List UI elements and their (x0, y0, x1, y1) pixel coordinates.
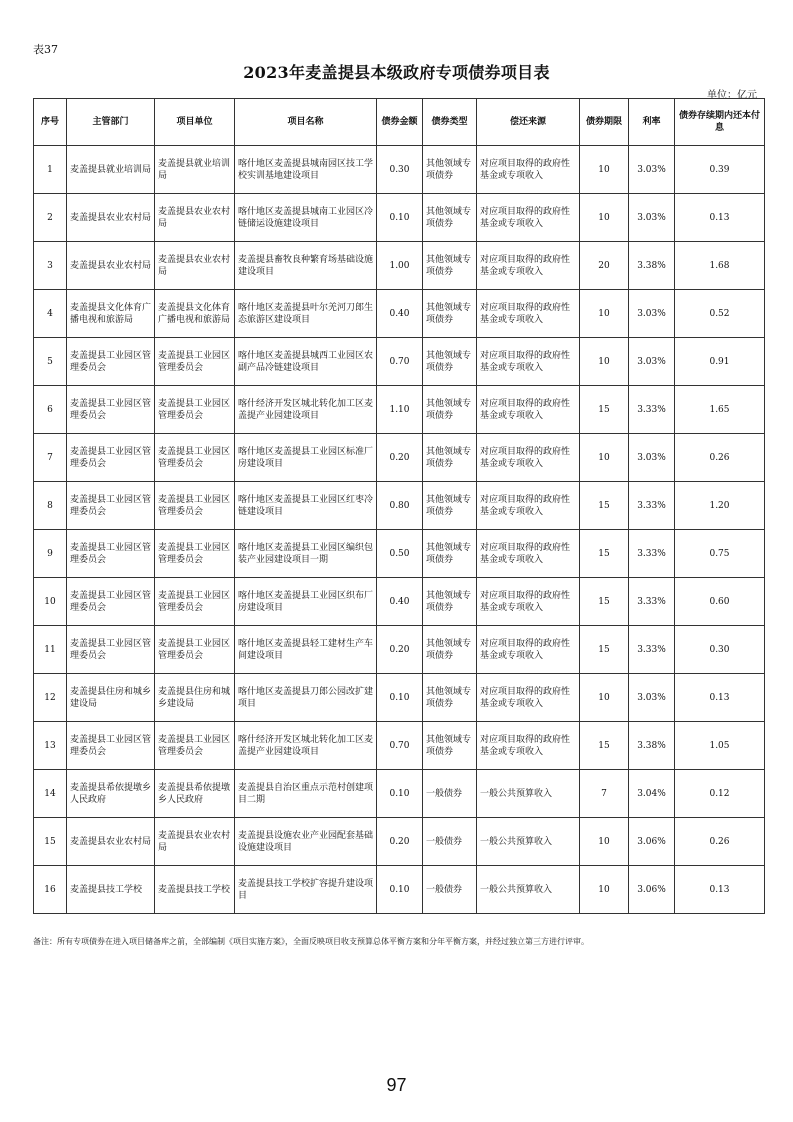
cell-principal-interest: 0.39 (675, 146, 765, 194)
cell-term: 10 (580, 146, 629, 194)
cell-unit: 麦盖提县工业园区管理委员会 (155, 338, 235, 386)
cell-index: 15 (34, 818, 67, 866)
cell-rate: 3.03% (629, 434, 675, 482)
cell-rate: 3.33% (629, 530, 675, 578)
col-header-term: 债券期限 (580, 99, 629, 146)
cell-bond-type: 其他领域专项债券 (423, 338, 477, 386)
cell-project-name: 喀什地区麦盖提县刀郎公园改扩建项目 (235, 674, 377, 722)
cell-repayment-source: 对应项目取得的政府性基金或专项收入 (477, 482, 580, 530)
table-row (34, 626, 765, 674)
table-row (34, 530, 765, 578)
table-row (34, 386, 765, 434)
col-header-department: 主管部门 (67, 99, 155, 146)
cell-repayment-source: 对应项目取得的政府性基金或专项收入 (477, 194, 580, 242)
cell-index: 8 (34, 482, 67, 530)
cell-amount: 0.30 (377, 146, 423, 194)
cell-rate: 3.03% (629, 674, 675, 722)
cell-bond-type: 其他领域专项债券 (423, 626, 477, 674)
cell-department: 麦盖提县希依提墩乡人民政府 (67, 770, 155, 818)
cell-repayment-source: 对应项目取得的政府性基金或专项收入 (477, 290, 580, 338)
cell-unit: 麦盖提县工业园区管理委员会 (155, 530, 235, 578)
cell-unit: 麦盖提县希依提墩乡人民政府 (155, 770, 235, 818)
cell-repayment-source: 一般公共预算收入 (477, 770, 580, 818)
cell-term: 15 (580, 530, 629, 578)
cell-term: 10 (580, 818, 629, 866)
cell-repayment-source: 对应项目取得的政府性基金或专项收入 (477, 722, 580, 770)
cell-principal-interest: 1.68 (675, 242, 765, 290)
table-row (34, 482, 765, 530)
cell-repayment-source: 对应项目取得的政府性基金或专项收入 (477, 578, 580, 626)
table-row (34, 290, 765, 338)
table-row (34, 578, 765, 626)
cell-project-name: 麦盖提县自治区重点示范村创建项目二期 (235, 770, 377, 818)
cell-department: 麦盖提县工业园区管理委员会 (67, 722, 155, 770)
cell-department: 麦盖提县工业园区管理委员会 (67, 530, 155, 578)
cell-unit: 麦盖提县农业农村局 (155, 818, 235, 866)
cell-term: 15 (580, 626, 629, 674)
table-row (34, 866, 765, 914)
cell-unit: 麦盖提县工业园区管理委员会 (155, 386, 235, 434)
table-row (34, 146, 765, 194)
cell-project-name: 喀什地区麦盖提县轻工建材生产车间建设项目 (235, 626, 377, 674)
cell-project-name: 喀什地区麦盖提县城西工业园区农副产品冷链建设项目 (235, 338, 377, 386)
cell-unit: 麦盖提县文化体育广播电视和旅游局 (155, 290, 235, 338)
cell-amount: 0.20 (377, 626, 423, 674)
cell-rate: 3.33% (629, 626, 675, 674)
cell-index: 12 (34, 674, 67, 722)
cell-amount: 0.10 (377, 770, 423, 818)
cell-rate: 3.38% (629, 722, 675, 770)
page-title: 2023年麦盖提县本级政府专项债券项目表 (243, 63, 550, 82)
cell-project-name: 喀什经济开发区城北转化加工区麦盖提产业园建设项目 (235, 722, 377, 770)
cell-unit: 麦盖提县农业农村局 (155, 194, 235, 242)
bond-project-table (33, 98, 765, 914)
cell-rate: 3.06% (629, 866, 675, 914)
cell-department: 麦盖提县技工学校 (67, 866, 155, 914)
col-header-index: 序号 (34, 99, 67, 146)
cell-amount: 0.10 (377, 194, 423, 242)
cell-department: 麦盖提县农业农村局 (67, 242, 155, 290)
cell-principal-interest: 0.60 (675, 578, 765, 626)
col-header-principal-interest: 债券存续期内还本付息 (675, 99, 765, 146)
cell-bond-type: 一般债券 (423, 818, 477, 866)
cell-term: 10 (580, 674, 629, 722)
cell-project-name: 喀什地区麦盖提县城南园区技工学校实训基地建设项目 (235, 146, 377, 194)
cell-department: 麦盖提县农业农村局 (67, 818, 155, 866)
col-header-unit: 项目单位 (155, 99, 235, 146)
cell-bond-type: 其他领域专项债券 (423, 578, 477, 626)
cell-principal-interest: 0.75 (675, 530, 765, 578)
cell-amount: 0.50 (377, 530, 423, 578)
cell-rate: 3.33% (629, 386, 675, 434)
cell-index: 11 (34, 626, 67, 674)
footnote: 备注：所有专项债券在进入项目储备库之前，全部编制《项目实施方案》，全面反映项目收支预算总体平衡方案和分年平衡方案，并经过独立第三方进行评审。 (33, 937, 589, 946)
cell-amount: 0.70 (377, 722, 423, 770)
cell-amount: 1.10 (377, 386, 423, 434)
cell-bond-type: 其他领域专项债券 (423, 194, 477, 242)
cell-rate: 3.03% (629, 194, 675, 242)
cell-unit: 麦盖提县工业园区管理委员会 (155, 626, 235, 674)
cell-principal-interest: 0.26 (675, 818, 765, 866)
cell-term: 10 (580, 338, 629, 386)
table-row (34, 434, 765, 482)
table-row (34, 818, 765, 866)
cell-bond-type: 其他领域专项债券 (423, 290, 477, 338)
cell-bond-type: 其他领域专项债券 (423, 674, 477, 722)
table-row (34, 674, 765, 722)
cell-principal-interest: 0.52 (675, 290, 765, 338)
col-header-bond-type: 债券类型 (423, 99, 477, 146)
cell-term: 20 (580, 242, 629, 290)
cell-term: 15 (580, 578, 629, 626)
cell-index: 9 (34, 530, 67, 578)
cell-rate: 3.33% (629, 482, 675, 530)
cell-unit: 麦盖提县工业园区管理委员会 (155, 482, 235, 530)
cell-department: 麦盖提县文化体育广播电视和旅游局 (67, 290, 155, 338)
cell-repayment-source: 对应项目取得的政府性基金或专项收入 (477, 530, 580, 578)
cell-department: 麦盖提县农业农村局 (67, 194, 155, 242)
table-row (34, 770, 765, 818)
cell-repayment-source: 对应项目取得的政府性基金或专项收入 (477, 242, 580, 290)
cell-department: 麦盖提县工业园区管理委员会 (67, 482, 155, 530)
cell-amount: 1.00 (377, 242, 423, 290)
unit-label: 单位：亿元 (707, 90, 757, 101)
cell-rate: 3.03% (629, 290, 675, 338)
cell-amount: 0.20 (377, 818, 423, 866)
cell-bond-type: 其他领域专项债券 (423, 434, 477, 482)
cell-index: 6 (34, 386, 67, 434)
cell-department: 麦盖提县工业园区管理委员会 (67, 386, 155, 434)
cell-amount: 0.10 (377, 866, 423, 914)
cell-repayment-source: 对应项目取得的政府性基金或专项收入 (477, 674, 580, 722)
table-header-row (34, 99, 765, 146)
cell-project-name: 喀什地区麦盖提县工业园区织布厂房建设项目 (235, 578, 377, 626)
cell-index: 7 (34, 434, 67, 482)
cell-principal-interest: 1.20 (675, 482, 765, 530)
cell-term: 10 (580, 290, 629, 338)
cell-repayment-source: 对应项目取得的政府性基金或专项收入 (477, 338, 580, 386)
table-number: 表37 (33, 43, 58, 56)
cell-bond-type: 一般债券 (423, 770, 477, 818)
cell-term: 10 (580, 194, 629, 242)
cell-term: 10 (580, 866, 629, 914)
cell-repayment-source: 一般公共预算收入 (477, 866, 580, 914)
cell-principal-interest: 0.13 (675, 194, 765, 242)
cell-principal-interest: 0.91 (675, 338, 765, 386)
col-header-rate: 利率 (629, 99, 675, 146)
table-row (34, 722, 765, 770)
cell-department: 麦盖提县住房和城乡建设局 (67, 674, 155, 722)
cell-unit: 麦盖提县工业园区管理委员会 (155, 722, 235, 770)
cell-term: 7 (580, 770, 629, 818)
cell-principal-interest: 1.65 (675, 386, 765, 434)
cell-rate: 3.33% (629, 578, 675, 626)
cell-repayment-source: 对应项目取得的政府性基金或专项收入 (477, 626, 580, 674)
cell-index: 1 (34, 146, 67, 194)
cell-rate: 3.03% (629, 338, 675, 386)
cell-index: 2 (34, 194, 67, 242)
cell-unit: 麦盖提县农业农村局 (155, 242, 235, 290)
cell-project-name: 麦盖提县设施农业产业园配套基础设施建设项目 (235, 818, 377, 866)
cell-unit: 麦盖提县工业园区管理委员会 (155, 578, 235, 626)
cell-amount: 0.10 (377, 674, 423, 722)
cell-term: 15 (580, 482, 629, 530)
cell-department: 麦盖提县就业培训局 (67, 146, 155, 194)
cell-project-name: 喀什经济开发区城北转化加工区麦盖提产业园建设项目 (235, 386, 377, 434)
cell-index: 14 (34, 770, 67, 818)
page-number: 97 (386, 1075, 407, 1095)
cell-department: 麦盖提县工业园区管理委员会 (67, 434, 155, 482)
cell-amount: 0.20 (377, 434, 423, 482)
cell-principal-interest: 0.30 (675, 626, 765, 674)
cell-bond-type: 其他领域专项债券 (423, 530, 477, 578)
table-row (34, 194, 765, 242)
cell-rate: 3.06% (629, 818, 675, 866)
cell-unit: 麦盖提县工业园区管理委员会 (155, 434, 235, 482)
cell-index: 4 (34, 290, 67, 338)
cell-unit: 麦盖提县就业培训局 (155, 146, 235, 194)
cell-repayment-source: 一般公共预算收入 (477, 818, 580, 866)
cell-index: 5 (34, 338, 67, 386)
cell-project-name: 麦盖提县技工学校扩容提升建设项目 (235, 866, 377, 914)
cell-amount: 0.80 (377, 482, 423, 530)
cell-principal-interest: 1.05 (675, 722, 765, 770)
cell-principal-interest: 0.26 (675, 434, 765, 482)
cell-term: 15 (580, 386, 629, 434)
cell-project-name: 喀什地区麦盖提县叶尔羌河刀郎生态旅游区建设项目 (235, 290, 377, 338)
col-header-repayment-source: 偿还来源 (477, 99, 580, 146)
cell-project-name: 喀什地区麦盖提县工业园区红枣冷链建设项目 (235, 482, 377, 530)
cell-repayment-source: 对应项目取得的政府性基金或专项收入 (477, 386, 580, 434)
cell-repayment-source: 对应项目取得的政府性基金或专项收入 (477, 146, 580, 194)
col-header-amount: 债券金额 (377, 99, 423, 146)
cell-index: 3 (34, 242, 67, 290)
cell-project-name: 喀什地区麦盖提县工业园区编织包装产业园建设项目一期 (235, 530, 377, 578)
cell-term: 15 (580, 722, 629, 770)
cell-principal-interest: 0.12 (675, 770, 765, 818)
cell-repayment-source: 对应项目取得的政府性基金或专项收入 (477, 434, 580, 482)
table-row (34, 338, 765, 386)
cell-bond-type: 其他领域专项债券 (423, 386, 477, 434)
cell-principal-interest: 0.13 (675, 866, 765, 914)
cell-rate: 3.04% (629, 770, 675, 818)
cell-term: 10 (580, 434, 629, 482)
cell-unit: 麦盖提县住房和城乡建设局 (155, 674, 235, 722)
cell-project-name: 麦盖提县畜牧良种繁育场基础设施建设项目 (235, 242, 377, 290)
table-body (34, 146, 765, 914)
cell-principal-interest: 0.13 (675, 674, 765, 722)
cell-bond-type: 其他领域专项债券 (423, 722, 477, 770)
table-row (34, 242, 765, 290)
cell-project-name: 喀什地区麦盖提县工业园区标准厂房建设项目 (235, 434, 377, 482)
cell-index: 13 (34, 722, 67, 770)
cell-index: 10 (34, 578, 67, 626)
cell-amount: 0.70 (377, 338, 423, 386)
cell-amount: 0.40 (377, 578, 423, 626)
cell-rate: 3.38% (629, 242, 675, 290)
cell-bond-type: 一般债券 (423, 866, 477, 914)
cell-department: 麦盖提县工业园区管理委员会 (67, 338, 155, 386)
cell-project-name: 喀什地区麦盖提县城南工业园区冷链储运设施建设项目 (235, 194, 377, 242)
cell-bond-type: 其他领域专项债券 (423, 242, 477, 290)
col-header-project-name: 项目名称 (235, 99, 377, 146)
cell-rate: 3.03% (629, 146, 675, 194)
cell-amount: 0.40 (377, 290, 423, 338)
cell-bond-type: 其他领域专项债券 (423, 146, 477, 194)
cell-department: 麦盖提县工业园区管理委员会 (67, 578, 155, 626)
cell-index: 16 (34, 866, 67, 914)
cell-unit: 麦盖提县技工学校 (155, 866, 235, 914)
cell-bond-type: 其他领域专项债券 (423, 482, 477, 530)
cell-department: 麦盖提县工业园区管理委员会 (67, 626, 155, 674)
